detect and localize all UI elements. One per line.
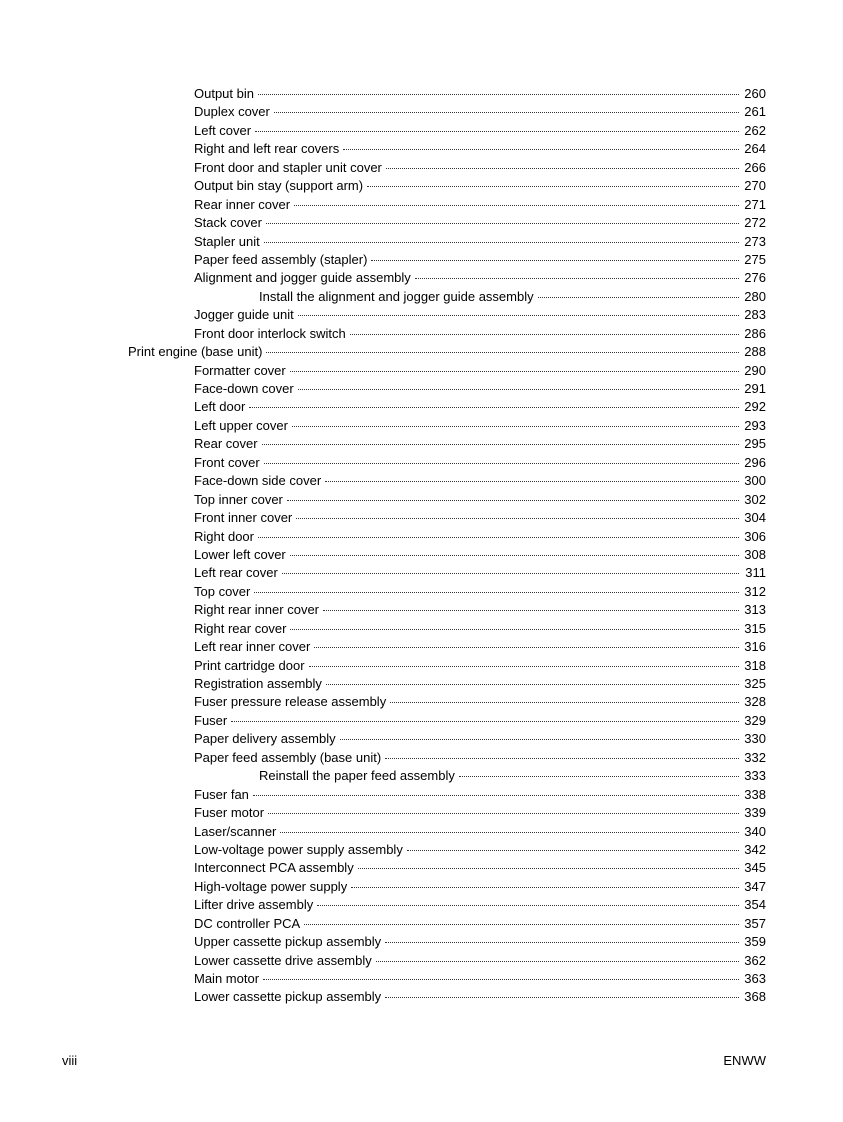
toc-entry-title: Left door bbox=[194, 399, 246, 415]
toc-entry-page: 291 bbox=[744, 381, 766, 396]
toc-entry-title: Right door bbox=[194, 528, 254, 544]
toc-entry-title: Front cover bbox=[194, 454, 260, 470]
toc-entry-page: 261 bbox=[744, 104, 766, 120]
toc-entry-page: 332 bbox=[744, 749, 766, 765]
toc-entry-page: 290 bbox=[744, 362, 766, 378]
toc-entry-title: Duplex cover bbox=[194, 104, 270, 120]
toc-entry[interactable] bbox=[0, 712, 843, 730]
toc-entry-page: 262 bbox=[744, 122, 766, 138]
toc-entry-title: Output bin stay (support arm) bbox=[194, 178, 364, 194]
toc-entry-title: Fuser motor bbox=[194, 805, 265, 821]
dot-leader bbox=[268, 811, 739, 814]
toc-entry[interactable] bbox=[0, 657, 843, 675]
toc-entry-title: Left upper cover bbox=[194, 417, 288, 433]
toc-entry-page: 286 bbox=[744, 325, 766, 341]
dot-leader bbox=[358, 866, 739, 869]
toc-entry[interactable] bbox=[0, 952, 843, 970]
dot-leader bbox=[386, 166, 739, 169]
toc-entry-title: Top cover bbox=[194, 583, 251, 599]
dot-leader bbox=[314, 645, 739, 648]
dot-leader bbox=[407, 848, 739, 851]
toc-entry[interactable] bbox=[0, 380, 843, 398]
toc-entry-page: 357 bbox=[744, 915, 766, 931]
toc-entry-page: 276 bbox=[744, 270, 766, 286]
dot-leader bbox=[367, 184, 739, 187]
toc-entry-title: Jogger guide unit bbox=[194, 307, 294, 323]
dot-leader bbox=[325, 479, 739, 482]
toc-entry-title: Paper feed assembly (stapler) bbox=[194, 251, 368, 267]
toc-entry[interactable] bbox=[0, 601, 843, 619]
toc-entry-title: Face-down side cover bbox=[194, 473, 322, 489]
toc-entry-page: 368 bbox=[744, 989, 766, 1005]
toc-entry-page: 362 bbox=[744, 952, 766, 968]
toc-entry-page: 271 bbox=[744, 196, 766, 212]
dot-leader bbox=[266, 350, 739, 353]
toc-entry-title: Install the alignment and jogger guide assembly bbox=[259, 288, 534, 304]
toc-entry-title: Upper cassette pickup assembly bbox=[194, 934, 382, 950]
toc-entry[interactable] bbox=[0, 325, 843, 343]
toc-entry-page: 283 bbox=[744, 307, 766, 323]
toc-entry-title: Reinstall the paper feed assembly bbox=[259, 768, 455, 784]
toc-entry-title: Lower cassette pickup assembly bbox=[194, 989, 382, 1005]
toc-entry-title: Left rear cover bbox=[194, 565, 278, 581]
dot-leader bbox=[264, 240, 739, 243]
toc-entry[interactable] bbox=[0, 804, 843, 822]
toc-entry-title: Main motor bbox=[194, 971, 260, 986]
toc-entry-page: 293 bbox=[744, 417, 766, 433]
dot-leader bbox=[371, 258, 739, 261]
toc-entry-title: Front door and stapler unit cover bbox=[194, 159, 382, 175]
toc-entry-page: 363 bbox=[744, 971, 766, 986]
toc-entry[interactable] bbox=[0, 896, 843, 914]
toc-entry[interactable] bbox=[0, 159, 843, 177]
toc-entry[interactable] bbox=[0, 823, 843, 841]
toc-entry-page: 325 bbox=[744, 676, 766, 691]
toc-entry-page: 313 bbox=[744, 602, 766, 618]
dot-leader bbox=[231, 719, 739, 722]
dot-leader bbox=[376, 959, 739, 962]
dot-leader bbox=[298, 313, 739, 316]
toc-entry[interactable] bbox=[0, 693, 843, 711]
dot-leader bbox=[264, 461, 739, 464]
toc-entry-title: Fuser bbox=[194, 712, 228, 728]
dot-leader bbox=[282, 571, 739, 574]
toc-entry[interactable] bbox=[0, 564, 843, 582]
toc-entry-page: 270 bbox=[744, 178, 766, 194]
toc-entry[interactable] bbox=[0, 269, 843, 287]
dot-leader bbox=[323, 608, 739, 611]
dot-leader bbox=[290, 553, 739, 556]
toc-entry[interactable] bbox=[0, 122, 843, 140]
dot-leader bbox=[287, 498, 739, 501]
dot-leader bbox=[343, 147, 739, 150]
toc-entry-page: 333 bbox=[744, 768, 766, 784]
toc-entry-title: Rear cover bbox=[194, 436, 258, 452]
toc-entry-title: Print cartridge door bbox=[194, 657, 305, 673]
toc-entry[interactable] bbox=[0, 786, 843, 804]
toc-entry[interactable] bbox=[0, 196, 843, 214]
toc-entry-title: Paper feed assembly (base unit) bbox=[194, 749, 382, 765]
dot-leader bbox=[385, 940, 739, 943]
toc-entry[interactable] bbox=[0, 177, 843, 195]
toc-entry-page: 359 bbox=[744, 934, 766, 950]
toc-entry-title: Registration assembly bbox=[194, 676, 322, 691]
table-of-contents bbox=[0, 85, 843, 1007]
dot-leader bbox=[317, 903, 739, 906]
toc-entry-page: 266 bbox=[744, 159, 766, 175]
toc-entry-page: 311 bbox=[745, 565, 766, 581]
toc-entry-title: Output bin bbox=[194, 86, 254, 101]
dot-leader bbox=[385, 756, 739, 759]
toc-entry[interactable] bbox=[0, 933, 843, 951]
toc-entry[interactable] bbox=[0, 970, 843, 988]
toc-entry-page: 345 bbox=[744, 860, 766, 876]
toc-entry[interactable] bbox=[0, 398, 843, 416]
toc-entry[interactable] bbox=[0, 749, 843, 767]
dot-leader bbox=[390, 700, 739, 703]
toc-entry-title: Lower left cover bbox=[194, 546, 286, 562]
toc-entry-title: Low-voltage power supply assembly bbox=[194, 841, 403, 857]
toc-entry-page: 273 bbox=[744, 233, 766, 249]
dot-leader bbox=[385, 995, 739, 998]
toc-entry-title: Left rear inner cover bbox=[194, 639, 311, 655]
toc-entry-page: 316 bbox=[744, 639, 766, 655]
toc-entry-page: 347 bbox=[744, 878, 766, 894]
toc-entry[interactable] bbox=[0, 638, 843, 656]
dot-leader bbox=[258, 92, 739, 95]
toc-entry-page: 329 bbox=[744, 712, 766, 728]
toc-entry[interactable] bbox=[0, 546, 843, 564]
toc-entry[interactable] bbox=[0, 583, 843, 601]
toc-entry[interactable] bbox=[0, 343, 843, 361]
dot-leader bbox=[309, 664, 739, 667]
toc-entry[interactable] bbox=[0, 214, 843, 232]
toc-entry-page: 340 bbox=[744, 823, 766, 839]
toc-entry-page: 296 bbox=[744, 454, 766, 470]
toc-entry-page: 308 bbox=[744, 546, 766, 562]
toc-entry-page: 302 bbox=[744, 491, 766, 507]
dot-leader bbox=[253, 793, 739, 796]
dot-leader bbox=[294, 203, 739, 206]
dot-leader bbox=[340, 737, 739, 740]
toc-entry-title: Right rear cover bbox=[194, 620, 287, 636]
toc-entry-title: Fuser fan bbox=[194, 786, 249, 802]
dot-leader bbox=[263, 977, 739, 980]
dot-leader bbox=[249, 405, 739, 408]
toc-entry-title: Paper delivery assembly bbox=[194, 731, 336, 747]
dot-leader bbox=[280, 830, 739, 833]
dot-leader bbox=[266, 221, 739, 224]
toc-entry-title: Lifter drive assembly bbox=[194, 897, 314, 913]
toc-entry-page: 275 bbox=[744, 251, 766, 267]
dot-leader bbox=[296, 516, 739, 519]
toc-entry-title: Rear inner cover bbox=[194, 196, 291, 212]
dot-leader bbox=[304, 922, 739, 925]
toc-entry-title: Front inner cover bbox=[194, 510, 293, 526]
dot-leader bbox=[351, 885, 739, 888]
toc-entry-title: Face-down cover bbox=[194, 381, 294, 396]
toc-entry-title: Formatter cover bbox=[194, 362, 286, 378]
toc-entry-page: 315 bbox=[744, 620, 766, 636]
toc-entry-page: 304 bbox=[744, 510, 766, 526]
toc-entry[interactable] bbox=[0, 730, 843, 748]
toc-entry[interactable] bbox=[0, 417, 843, 435]
footer-page-number: viii bbox=[62, 1053, 78, 1068]
toc-entry-title: Fuser pressure release assembly bbox=[194, 694, 387, 710]
toc-entry[interactable] bbox=[0, 675, 843, 693]
dot-leader bbox=[290, 369, 739, 372]
toc-entry-page: 288 bbox=[744, 344, 766, 360]
toc-entry-page: 339 bbox=[744, 805, 766, 821]
toc-entry-page: 330 bbox=[744, 731, 766, 747]
toc-entry[interactable] bbox=[0, 767, 843, 785]
dot-leader bbox=[258, 535, 739, 538]
toc-entry-page: 338 bbox=[744, 786, 766, 802]
toc-entry[interactable] bbox=[0, 841, 843, 859]
toc-entry[interactable] bbox=[0, 528, 843, 546]
toc-entry-title: Left cover bbox=[194, 122, 252, 138]
toc-entry[interactable] bbox=[0, 85, 843, 103]
toc-entry-title: Interconnect PCA assembly bbox=[194, 860, 354, 876]
toc-entry-title: Print engine (base unit) bbox=[128, 344, 263, 360]
toc-entry-page: 312 bbox=[744, 583, 766, 599]
toc-entry-page: 300 bbox=[744, 473, 766, 489]
toc-entry-page: 318 bbox=[744, 657, 766, 673]
toc-entry-title: Stapler unit bbox=[194, 233, 260, 249]
toc-entry[interactable] bbox=[0, 103, 843, 121]
toc-entry-page: 292 bbox=[744, 399, 766, 415]
toc-entry[interactable] bbox=[0, 859, 843, 877]
toc-entry-page: 342 bbox=[744, 841, 766, 857]
toc-entry-title: High-voltage power supply bbox=[194, 878, 348, 894]
toc-entry[interactable] bbox=[0, 620, 843, 638]
toc-entry[interactable] bbox=[0, 140, 843, 158]
toc-entry[interactable] bbox=[0, 233, 843, 251]
footer-label: ENWW bbox=[723, 1053, 766, 1068]
toc-entry-title: Top inner cover bbox=[194, 491, 283, 507]
dot-leader bbox=[274, 110, 739, 113]
toc-entry[interactable] bbox=[0, 915, 843, 933]
toc-entry[interactable] bbox=[0, 251, 843, 269]
toc-entry[interactable] bbox=[0, 472, 843, 490]
toc-entry-title: Front door interlock switch bbox=[194, 325, 346, 341]
toc-entry-page: 280 bbox=[744, 288, 766, 304]
toc-entry-page: 306 bbox=[744, 528, 766, 544]
toc-entry-page: 328 bbox=[744, 694, 766, 710]
toc-entry[interactable] bbox=[0, 509, 843, 527]
toc-entry-title: Stack cover bbox=[194, 215, 262, 231]
toc-entry-page: 354 bbox=[744, 897, 766, 913]
dot-leader bbox=[538, 295, 739, 298]
toc-entry-title: Laser/scanner bbox=[194, 823, 277, 839]
toc-entry-title: Right rear inner cover bbox=[194, 602, 319, 618]
toc-entry[interactable] bbox=[0, 454, 843, 472]
dot-leader bbox=[415, 276, 739, 279]
toc-entry[interactable] bbox=[0, 435, 843, 453]
dot-leader bbox=[292, 424, 739, 427]
toc-entry-page: 272 bbox=[744, 215, 766, 231]
dot-leader bbox=[298, 387, 739, 390]
toc-entry-page: 260 bbox=[744, 86, 766, 101]
dot-leader bbox=[350, 332, 739, 335]
toc-entry-page: 295 bbox=[744, 436, 766, 452]
toc-entry[interactable] bbox=[0, 491, 843, 509]
toc-entry-title: Lower cassette drive assembly bbox=[194, 952, 372, 968]
toc-entry[interactable] bbox=[0, 988, 843, 1006]
dot-leader bbox=[254, 590, 739, 593]
toc-entry[interactable] bbox=[0, 288, 843, 306]
dot-leader bbox=[262, 442, 739, 445]
toc-entry-title: DC controller PCA bbox=[194, 915, 301, 931]
toc-entry[interactable] bbox=[0, 306, 843, 324]
dot-leader bbox=[255, 129, 739, 132]
toc-entry-title: Right and left rear covers bbox=[194, 141, 340, 157]
toc-entry[interactable] bbox=[0, 878, 843, 896]
toc-entry-title: Alignment and jogger guide assembly bbox=[194, 270, 411, 286]
dot-leader bbox=[326, 682, 739, 685]
dot-leader bbox=[459, 774, 739, 777]
dot-leader bbox=[290, 627, 739, 630]
toc-entry-page: 264 bbox=[744, 141, 766, 157]
toc-entry[interactable] bbox=[0, 362, 843, 380]
